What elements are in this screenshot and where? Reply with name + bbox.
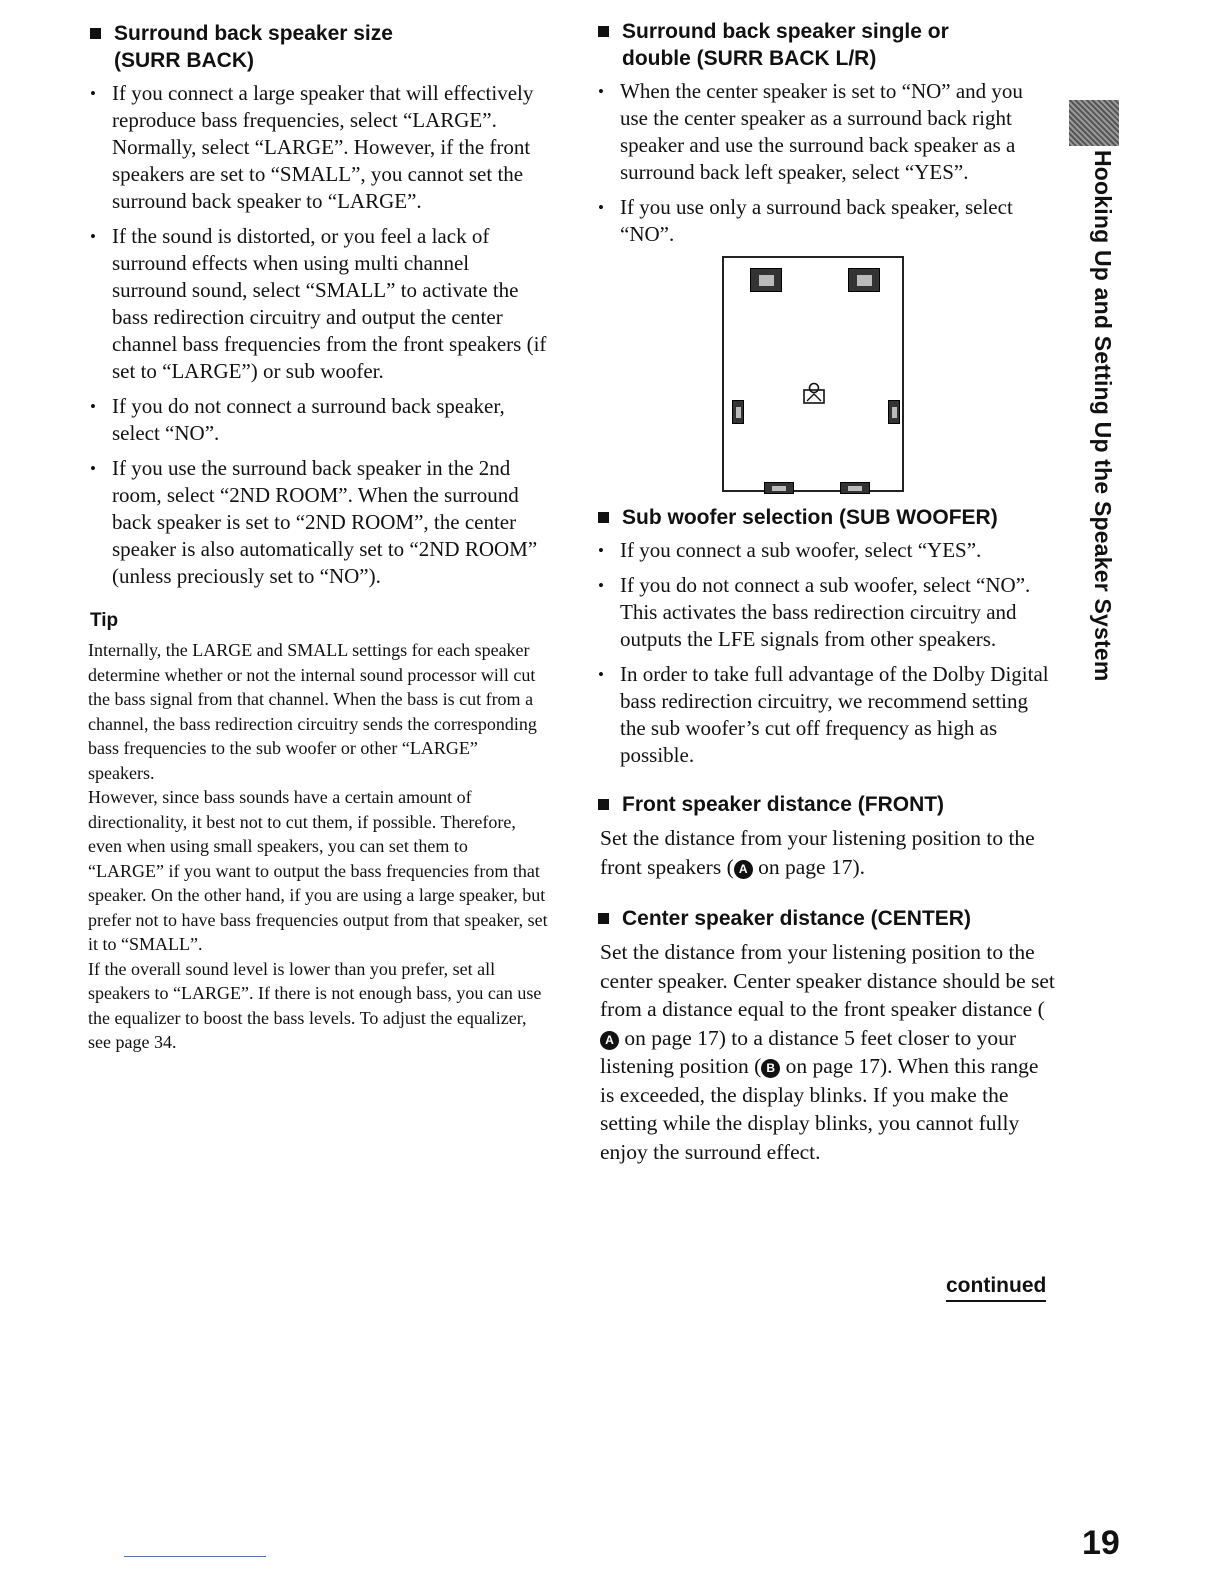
surround-back-left-speaker-icon	[764, 482, 794, 494]
bullet-item: • In order to take full advantage of the Dolby Digital bass redirection circuitry, we recommend setting the sub woofer’s cut off frequency as high as possible.	[596, 661, 1056, 769]
front-right-speaker-icon	[848, 268, 880, 292]
chapter-tab-marker	[1069, 100, 1119, 146]
heading-line: Surround back speaker single or	[622, 20, 949, 43]
page-number: 19	[1082, 1524, 1120, 1562]
speaker-layout-diagram	[722, 256, 904, 492]
text-run: Set the distance from your listening position to the center speaker. Center speaker distance should be set from a distance equal to the front speaker distance (	[600, 940, 1055, 1021]
heading-square-icon	[90, 28, 101, 39]
marker-a-icon: A	[734, 860, 753, 879]
chapter-side-title: Hooking Up and Setting Up the Speaker System	[1090, 150, 1116, 682]
text-run: on page 17) to a distance 5 feet closer to your listening position (	[600, 1025, 1017, 1078]
continued-label: continued	[946, 1274, 1046, 1302]
bullet-item: • If you connect a sub woofer, select “YES”.	[596, 537, 1056, 564]
heading-line: Sub woofer selection (SUB WOOFER)	[622, 506, 998, 529]
text-run: Set the distance from your listening position to the front speakers (	[600, 826, 1035, 879]
surround-right-speaker-icon	[888, 400, 900, 424]
footer-rule	[124, 1556, 266, 1557]
marker-b-icon: B	[761, 1059, 780, 1078]
text-run: on page 17).	[752, 854, 865, 879]
marker-a-icon: A	[600, 1031, 619, 1050]
heading-square-icon	[598, 799, 609, 810]
surr-back-bullet-list	[88, 80, 548, 590]
heading-square-icon	[598, 26, 609, 37]
right-column	[596, 18, 1056, 1176]
section-heading-surr-back	[88, 20, 548, 74]
surr-back-lr-bullet-list	[596, 78, 1056, 248]
heading-line: Front speaker distance (FRONT)	[622, 793, 945, 816]
section-heading-front-distance	[596, 791, 1056, 818]
bullet-item: • If you use the surround back speaker in the 2nd room, select “2ND ROOM”. When the surround back speaker is set to “2ND ROOM”, the center speaker is also automatically set to “2ND ROOM” (unless preciously set to “NO”).	[88, 455, 548, 590]
surround-back-right-speaker-icon	[840, 482, 870, 494]
section-heading-center-distance	[596, 905, 1056, 932]
center-distance-paragraph	[600, 938, 1056, 1166]
bullet-item: • If you use only a surround back speaker, select “NO”.	[596, 194, 1056, 248]
bullet-item: • If you do not connect a sub woofer, select “NO”. This activates the bass redirection circuitry and outputs the LFE signals from other speakers.	[596, 572, 1056, 653]
bullet-item: • If you do not connect a surround back speaker, select “NO”.	[88, 393, 548, 447]
left-column	[88, 20, 548, 1055]
front-distance-paragraph	[600, 824, 1056, 881]
heading-line: Surround back speaker size	[114, 22, 393, 45]
section-heading-sub-woofer	[596, 504, 1056, 531]
bullet-item: • If you connect a large speaker that will effectively reproduce bass frequencies, select “LARGE”. Normally, select “LARGE”. However, if the front speakers are set to “SMALL”, you cannot set the surround back speaker to “LARGE”.	[88, 80, 548, 215]
surround-left-speaker-icon	[732, 400, 744, 424]
tip-title: Tip	[90, 610, 119, 631]
text-run: on page 17). When this range is exceeded, the display blinks. If you make the setting while the display blinks, you cannot fully enjoy the surround effect.	[600, 1054, 1039, 1164]
bullet-item: • When the center speaker is set to “NO” and you use the center speaker as a surround back right speaker and use the surround back speaker as a surround back left speaker, select “YES”.	[596, 78, 1056, 186]
heading-line: (SURR BACK)	[114, 49, 254, 72]
tip-paragraph: If the overall sound level is lower than you prefer, set all speakers to “LARGE”. If there is not enough bass, you can use the equalizer to boost the bass levels. To adjust the equalizer, see page 34.	[88, 958, 542, 1052]
tip-paragraph: Internally, the LARGE and SMALL settings for each speaker determine whether or not the internal sound processor will cut the bass signal from that channel. When the bass is cut from a channel, the bass redirection circuitry sends the corresponding bass frequencies to the sub woofer or other “LARGE” speakers.	[88, 640, 537, 783]
listener-icon	[802, 382, 826, 404]
tip-paragraph: However, since bass sounds have a certain amount of directionality, it best not to cut them, if possible. Therefore, even when using small speakers, you can set them to “LARGE” if you want to output the bass frequencies from that speaker. On the other hand, if you are using a large speaker, but prefer not to have bass frequencies output from that speaker, set it to “SMALL”.	[88, 787, 548, 954]
heading-line: Center speaker distance (CENTER)	[622, 907, 971, 930]
heading-line: double (SURR BACK L/R)	[622, 47, 877, 70]
heading-square-icon	[598, 913, 609, 924]
section-heading-surr-back-lr	[596, 18, 1056, 72]
heading-square-icon	[598, 512, 609, 523]
front-left-speaker-icon	[750, 268, 782, 292]
bullet-item: • If the sound is distorted, or you feel a lack of surround effects when using multi channel surround sound, select “SMALL” to activate the bass redirection circuitry and output the center channel bass frequencies from the front speakers (if set to “LARGE”) or sub woofer.	[88, 223, 548, 385]
sub-woofer-bullet-list	[596, 537, 1056, 769]
